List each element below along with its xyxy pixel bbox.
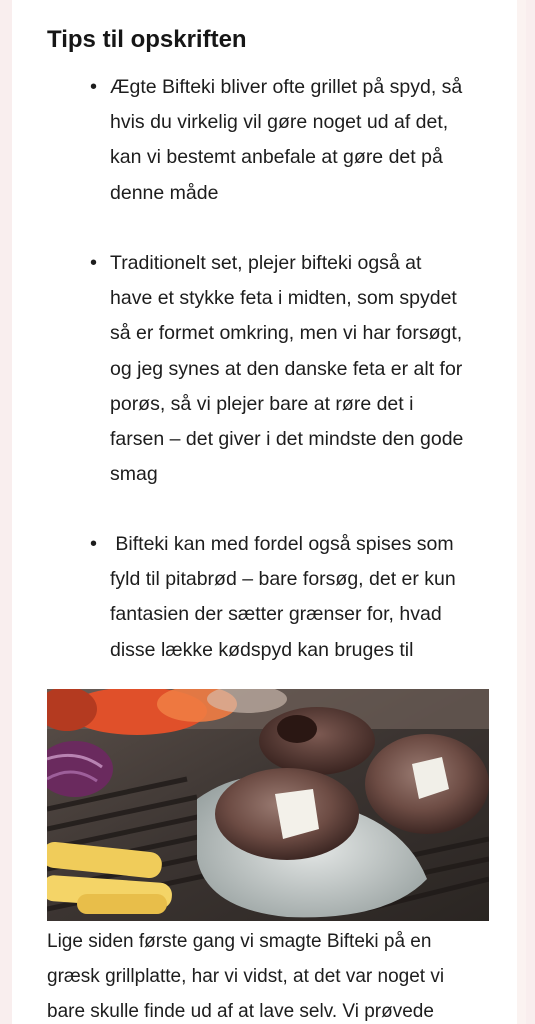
text-line: porøs, så vi plejer bare at røre det i (110, 392, 414, 415)
intro-paragraph (47, 924, 517, 1024)
page-edge (517, 0, 526, 1024)
text-line: farsen – det giver i det mindste den gode (110, 428, 464, 451)
bullet-icon: • (90, 76, 98, 98)
text-line: have et stykke feta i midten, som spydet (110, 287, 457, 310)
bullet-icon: • (90, 533, 98, 555)
section-heading: Tips til opskriften (47, 26, 247, 53)
text-line: Lige siden første gang vi smagte Bifteki på en (47, 931, 432, 952)
text-line: Bifteki kan med fordel også spises som (110, 533, 454, 555)
text-line: smag (110, 463, 158, 486)
tip-text (110, 246, 510, 492)
text-line: fyld til pitabrød – bare forsøg, det er kun (110, 568, 456, 591)
text-line: Ægte Bifteki bliver ofte grillet på spyd, så (110, 76, 463, 98)
text-line: græsk grillplatte, har vi vidst, at det var noget vi (47, 966, 445, 987)
tip-text (110, 527, 510, 668)
text-line: bare skulle finde ud af at lave selv. Vi prøvede (47, 1001, 434, 1022)
tip-text (110, 70, 510, 211)
text-line: så er formet omkring, men vi har forsøgt, (110, 322, 463, 345)
text-line: denne måde (110, 181, 219, 204)
text-line: fantasien der sætter grænser for, hvad (110, 603, 442, 626)
bifteki-photo (47, 689, 489, 921)
text-line: hvis du virkelig vil gøre noget ud af det, (110, 111, 449, 134)
article-page (12, 0, 526, 1024)
text-line: og jeg synes at den danske feta er alt for (110, 357, 463, 380)
text-line: disse lække kødspyd kan bruges til (110, 638, 414, 661)
bullet-icon: • (90, 252, 98, 274)
text-line: kan vi bestemt anbefale at gøre det på (110, 146, 443, 169)
text-line: Traditionelt set, plejer bifteki også at (110, 252, 422, 274)
